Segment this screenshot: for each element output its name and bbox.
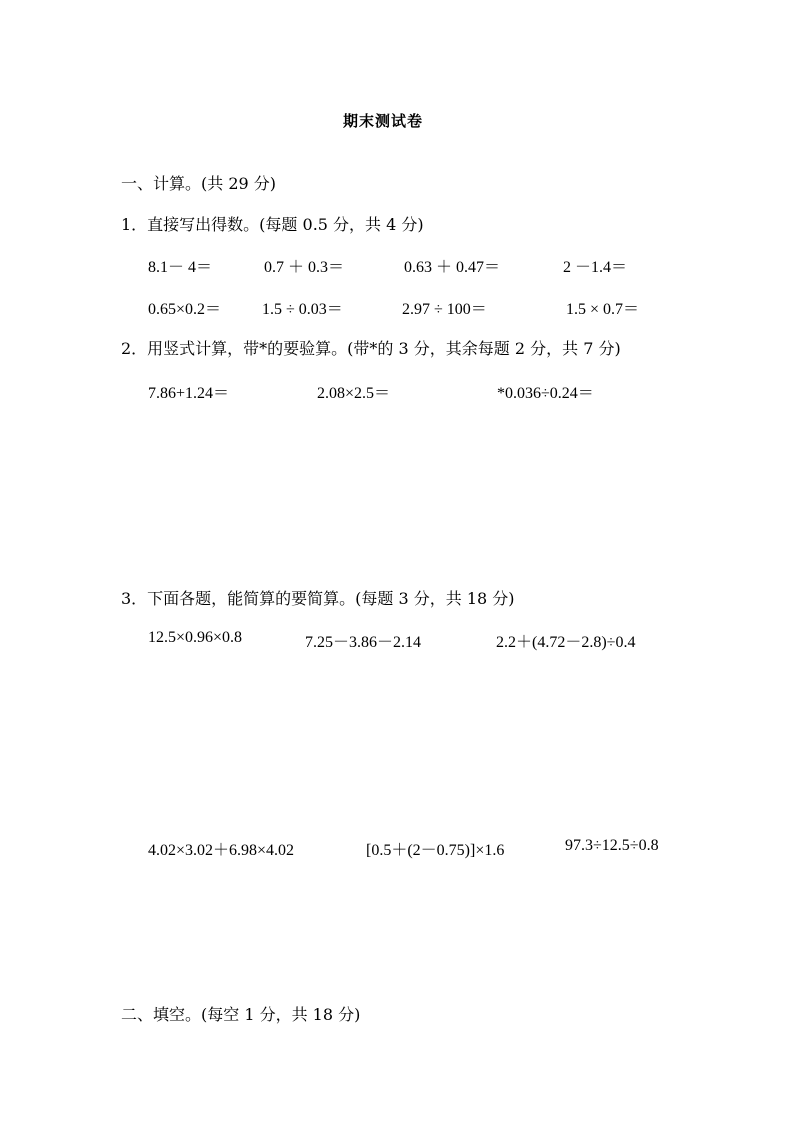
q2-item-1: 7.86+1.24＝ <box>148 385 230 402</box>
section2-heading: 二、填空。(每空 1 分，共 18 分) <box>121 1005 361 1024</box>
q3-item-5: [0.5＋(2－0.75)]×1.6 <box>366 842 505 859</box>
q1-heading: 1．直接写出得数。(每题 0.5 分，共 4 分) <box>121 215 424 234</box>
q3-item-4: 4.02×3.02＋6.98×4.02 <box>148 842 295 859</box>
q3-item-1: 12.5×0.96×0.8 <box>148 629 243 646</box>
q1-item-8: 1.5 × 0.7＝ <box>566 301 640 318</box>
q3-item-2: 7.25－3.86－2.14 <box>305 634 422 651</box>
q1-item-6: 1.5 ÷ 0.03＝ <box>262 301 343 318</box>
q2-item-3: *0.036÷0.24＝ <box>497 385 594 402</box>
q2-heading: 2．用竖式计算，带*的要验算。(带*的 3 分，其余每题 2 分，共 7 分) <box>121 339 621 358</box>
q3-item-3: 2.2＋(4.72－2.8)÷0.4 <box>496 634 636 651</box>
section1-heading: 一、计算。(共 29 分) <box>121 174 277 193</box>
q1-item-1: 8.1－ 4＝ <box>148 259 213 276</box>
page-title: 期末测试卷 <box>343 112 424 130</box>
q2-item-2: 2.08×2.5＝ <box>317 385 391 402</box>
q1-item-2: 0.7 ＋ 0.3＝ <box>264 259 345 276</box>
q1-item-5: 0.65×0.2＝ <box>148 301 222 318</box>
q1-item-3: 0.63 ＋ 0.47＝ <box>404 259 501 276</box>
q1-item-4: 2 －1.4＝ <box>563 259 628 276</box>
q3-heading: 3．下面各题，能简算的要简算。(每题 3 分，共 18 分) <box>121 589 515 608</box>
q3-item-6: 97.3÷12.5÷0.8 <box>565 837 659 854</box>
q1-item-7: 2.97 ÷ 100＝ <box>402 301 487 318</box>
